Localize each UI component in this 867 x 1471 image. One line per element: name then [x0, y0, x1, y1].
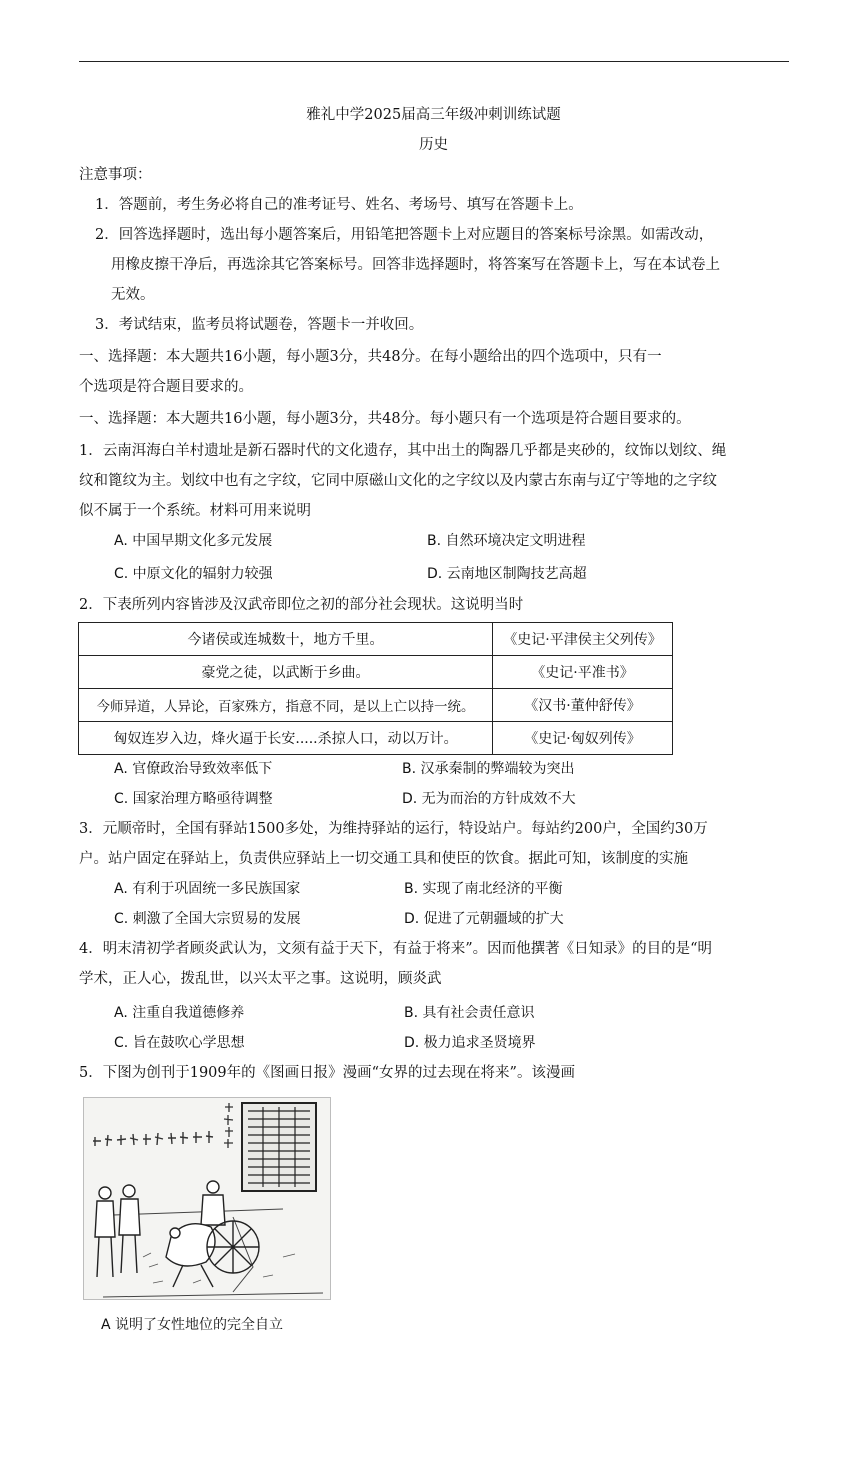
section-intro-line-1: 一、选择题：本大题共16小题，每小题3分，共48分。在每小题给出的四个选项中，只有一 — [79, 349, 662, 365]
top-rule — [79, 61, 789, 62]
q1-option-a: A. 中国早期文化多元发展 — [114, 533, 273, 549]
q3-option-b: B. 实现了南北经济的平衡 — [404, 881, 563, 897]
subject-title: 历史 — [419, 137, 448, 153]
table-cell-text: 豪党之徒，以武断于乡曲。 — [79, 656, 493, 689]
q2-option-a: A. 官僚政治导致效率低下 — [114, 761, 273, 777]
q2-option-b: B. 汉承秦制的弊端较为突出 — [402, 761, 575, 777]
q2-stem: 2．下表所列内容皆涉及汉武帝即位之初的部分社会现状。这说明当时 — [79, 597, 524, 613]
q3-stem-line-1: 3．元顺帝时，全国有驿站1500多处，为维持驿站的运行，特设站户。每站约200户，全国约30万 — [79, 821, 708, 837]
table-cell-source: 《史记·匈奴列传》 — [493, 722, 673, 755]
q4-option-b: B. 具有社会责任意识 — [404, 1005, 535, 1021]
q1-option-b: B. 自然环境决定文明进程 — [427, 533, 586, 549]
q1-stem-line-2: 纹和篦纹为主。划纹中也有之字纹，它同中原磁山文化的之字纹以及内蒙古东南与辽宁等地的之字纹 — [79, 473, 717, 489]
q1-stem-line-3: 似不属于一个系统。材料可用来说明 — [79, 503, 311, 519]
q2-option-c: C. 国家治理方略亟待调整 — [114, 791, 273, 807]
q4-stem-line-2: 学术，正人心，拨乱世，以兴太平之事。这说明，顾炎武 — [79, 971, 442, 987]
section-intro-line-2: 个选项是符合题目要求的。 — [79, 379, 253, 395]
notice-item-2-line-3: 无效。 — [111, 287, 155, 303]
q1-option-c: C. 中原文化的辐射力较强 — [114, 566, 273, 582]
table-cell-source: 《史记·平津侯主父列传》 — [493, 623, 673, 656]
notice-item-3: 3．考试结束，监考员将试题卷，答题卡一并收回。 — [95, 317, 424, 333]
section-intro-repeat: 一、选择题：本大题共16小题，每小题3分，共48分。每小题只有一个选项是符合题目要求的。 — [79, 411, 691, 427]
notice-item-2-line-2: 用橡皮擦干净后，再选涂其它答案标号。回答非选择题时，将答案写在答题卡上，写在本试卷上 — [111, 257, 720, 273]
table-row — [79, 722, 673, 755]
q3-option-c: C. 刺激了全国大宗贸易的发展 — [114, 911, 301, 927]
table-row — [79, 623, 673, 656]
exam-title: 雅礼中学2025届高三年级冲刺训练试题 — [306, 107, 561, 123]
table-cell-text: 今师异道，人异论，百家殊方，指意不同，是以上亡以持一统。 — [79, 689, 493, 722]
table-row — [79, 689, 673, 722]
q5-option-a: A 说明了女性地位的完全自立 — [101, 1317, 284, 1333]
notice-item-2-line-1: 2．回答选择题时，选出每小题答案后，用铅笔把答题卡上对应题目的答案标号涂黑。如需改动， — [95, 227, 714, 243]
q1-option-d: D. 云南地区制陶技艺高超 — [427, 566, 587, 582]
table-row — [79, 656, 673, 689]
q4-option-d: D. 极力追求圣贤境界 — [404, 1035, 536, 1051]
q4-option-c: C. 旨在鼓吹心学思想 — [114, 1035, 245, 1051]
notice-item-1: 1．答题前，考生务必将自己的准考证号、姓名、考场号、填写在答题卡上。 — [95, 197, 583, 213]
table-cell-text: 今诸侯或连城数十，地方千里。 — [79, 623, 493, 656]
q3-stem-line-2: 户。站户固定在驿站上，负责供应驿站上一切交通工具和使臣的饮食。据此可知，该制度的实施 — [79, 851, 688, 867]
q2-option-d: D. 无为而治的方针成效不大 — [402, 791, 576, 807]
q1-stem-line-1: 1．云南洱海白羊村遗址是新石器时代的文化遗存，其中出土的陶器几乎都是夹砂的，纹饰以划纹、绳 — [79, 443, 727, 459]
q4-option-a: A. 注重自我道德修养 — [114, 1005, 245, 1021]
notice-heading: 注意事项： — [79, 167, 152, 183]
cartoon-image — [83, 1097, 331, 1300]
table-cell-source: 《汉书·董仲舒传》 — [493, 689, 673, 722]
q3-option-d: D. 促进了元朝疆域的扩大 — [404, 911, 564, 927]
q3-option-a: A. 有利于巩固统一多民族国家 — [114, 881, 301, 897]
q4-stem-line-1: 4．明末清初学者顾炎武认为，文须有益于天下，有益于将来”。因而他撰著《日知录》的目的是“明 — [79, 941, 713, 957]
table-cell-text: 匈奴连岁入边，烽火逼于长安.....杀掠人口，动以万计。 — [79, 722, 493, 755]
q2-source-table — [78, 622, 673, 755]
table-cell-source: 《史记·平准书》 — [493, 656, 673, 689]
q5-stem: 5．下图为创刊于1909年的《图画日报》漫画“女界的过去现在将来”。该漫画 — [79, 1065, 575, 1081]
